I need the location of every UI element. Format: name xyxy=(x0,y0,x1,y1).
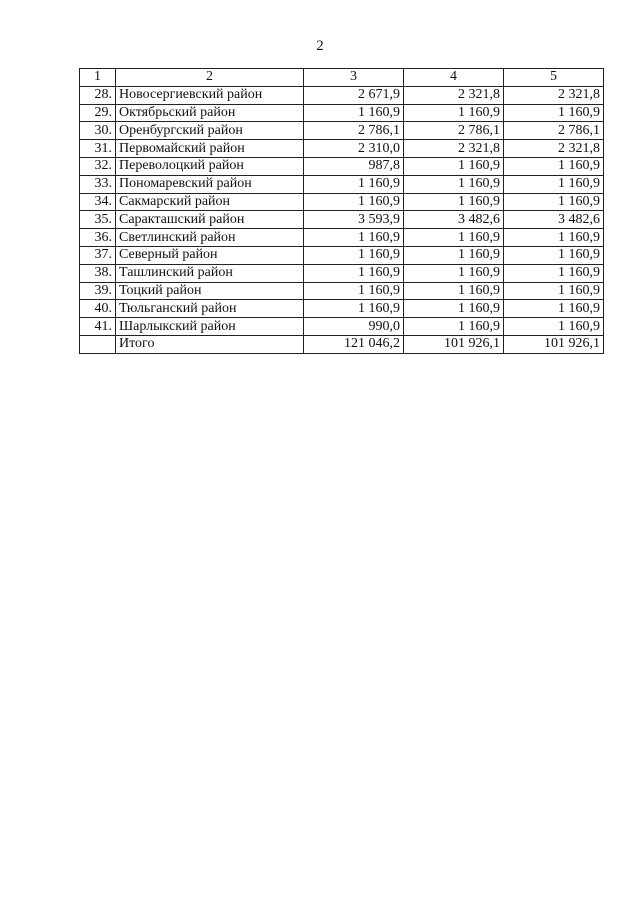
value-col-5: 1 160,9 xyxy=(504,193,604,211)
table-row xyxy=(80,104,604,122)
table-row xyxy=(80,246,604,264)
table-row xyxy=(80,157,604,175)
value-col-5: 1 160,9 xyxy=(504,318,604,336)
table-row xyxy=(80,300,604,318)
value-col-5: 2 321,8 xyxy=(504,140,604,158)
value-col-4: 2 321,8 xyxy=(404,86,504,104)
table-row xyxy=(80,211,604,229)
row-number: 31. xyxy=(80,140,116,158)
value-col-3: 2 310,0 xyxy=(304,140,404,158)
value-col-3: 3 593,9 xyxy=(304,211,404,229)
district-name: Северный район xyxy=(116,246,304,264)
row-number xyxy=(80,335,116,353)
value-col-3: 1 160,9 xyxy=(304,175,404,193)
row-number: 28. xyxy=(80,86,116,104)
table-row xyxy=(80,264,604,282)
row-number: 30. xyxy=(80,122,116,140)
row-number: 33. xyxy=(80,175,116,193)
table-body xyxy=(80,86,604,353)
value-col-3: 1 160,9 xyxy=(304,193,404,211)
header-col-5: 5 xyxy=(504,69,604,87)
value-col-4: 1 160,9 xyxy=(404,246,504,264)
district-name: Оренбургский район xyxy=(116,122,304,140)
value-col-4: 1 160,9 xyxy=(404,300,504,318)
budget-table xyxy=(79,68,604,354)
row-number: 39. xyxy=(80,282,116,300)
page-number: 2 xyxy=(316,38,324,54)
value-col-3: 987,8 xyxy=(304,157,404,175)
district-name: Пономаревский район xyxy=(116,175,304,193)
value-col-5: 1 160,9 xyxy=(504,264,604,282)
row-number: 38. xyxy=(80,264,116,282)
district-name: Ташлинский район xyxy=(116,264,304,282)
value-col-4: 2 786,1 xyxy=(404,122,504,140)
total-row xyxy=(80,335,604,353)
row-number: 32. xyxy=(80,157,116,175)
value-col-4: 2 321,8 xyxy=(404,140,504,158)
header-col-3: 3 xyxy=(304,69,404,87)
value-col-4: 1 160,9 xyxy=(404,318,504,336)
value-col-5: 1 160,9 xyxy=(504,300,604,318)
district-name: Светлинский район xyxy=(116,229,304,247)
value-col-5: 101 926,1 xyxy=(504,335,604,353)
value-col-4: 1 160,9 xyxy=(404,175,504,193)
value-col-3: 990,0 xyxy=(304,318,404,336)
district-name: Саракташский район xyxy=(116,211,304,229)
value-col-5: 1 160,9 xyxy=(504,175,604,193)
table-row xyxy=(80,122,604,140)
value-col-5: 1 160,9 xyxy=(504,282,604,300)
value-col-3: 1 160,9 xyxy=(304,300,404,318)
row-number: 34. xyxy=(80,193,116,211)
district-name: Октябрьский район xyxy=(116,104,304,122)
value-col-5: 1 160,9 xyxy=(504,246,604,264)
value-col-5: 2 321,8 xyxy=(504,86,604,104)
row-number: 35. xyxy=(80,211,116,229)
district-name: Переволоцкий район xyxy=(116,157,304,175)
district-name: Итого xyxy=(116,335,304,353)
value-col-4: 1 160,9 xyxy=(404,104,504,122)
value-col-4: 1 160,9 xyxy=(404,157,504,175)
value-col-4: 1 160,9 xyxy=(404,264,504,282)
table-row xyxy=(80,175,604,193)
value-col-3: 1 160,9 xyxy=(304,104,404,122)
value-col-4: 101 926,1 xyxy=(404,335,504,353)
table-row xyxy=(80,86,604,104)
row-number: 37. xyxy=(80,246,116,264)
table-row xyxy=(80,282,604,300)
value-col-4: 1 160,9 xyxy=(404,282,504,300)
value-col-3: 121 046,2 xyxy=(304,335,404,353)
value-col-3: 2 671,9 xyxy=(304,86,404,104)
table-row xyxy=(80,140,604,158)
value-col-3: 1 160,9 xyxy=(304,264,404,282)
header-col-2: 2 xyxy=(116,69,304,87)
row-number: 29. xyxy=(80,104,116,122)
value-col-4: 3 482,6 xyxy=(404,211,504,229)
district-name: Тоцкий район xyxy=(116,282,304,300)
value-col-5: 1 160,9 xyxy=(504,157,604,175)
district-name: Новосергиевский район xyxy=(116,86,304,104)
value-col-3: 1 160,9 xyxy=(304,282,404,300)
value-col-5: 1 160,9 xyxy=(504,229,604,247)
value-col-3: 1 160,9 xyxy=(304,246,404,264)
district-name: Сакмарский район xyxy=(116,193,304,211)
table-header-row xyxy=(80,69,604,87)
district-name: Первомайский район xyxy=(116,140,304,158)
value-col-4: 1 160,9 xyxy=(404,229,504,247)
value-col-4: 1 160,9 xyxy=(404,193,504,211)
district-name: Шарлыкский район xyxy=(116,318,304,336)
value-col-5: 2 786,1 xyxy=(504,122,604,140)
header-col-4: 4 xyxy=(404,69,504,87)
value-col-5: 3 482,6 xyxy=(504,211,604,229)
row-number: 41. xyxy=(80,318,116,336)
row-number: 36. xyxy=(80,229,116,247)
header-col-1: 1 xyxy=(80,69,116,87)
value-col-5: 1 160,9 xyxy=(504,104,604,122)
row-number: 40. xyxy=(80,300,116,318)
district-name: Тюльганский район xyxy=(116,300,304,318)
value-col-3: 1 160,9 xyxy=(304,229,404,247)
value-col-3: 2 786,1 xyxy=(304,122,404,140)
table-row xyxy=(80,318,604,336)
table-row xyxy=(80,229,604,247)
table-row xyxy=(80,193,604,211)
